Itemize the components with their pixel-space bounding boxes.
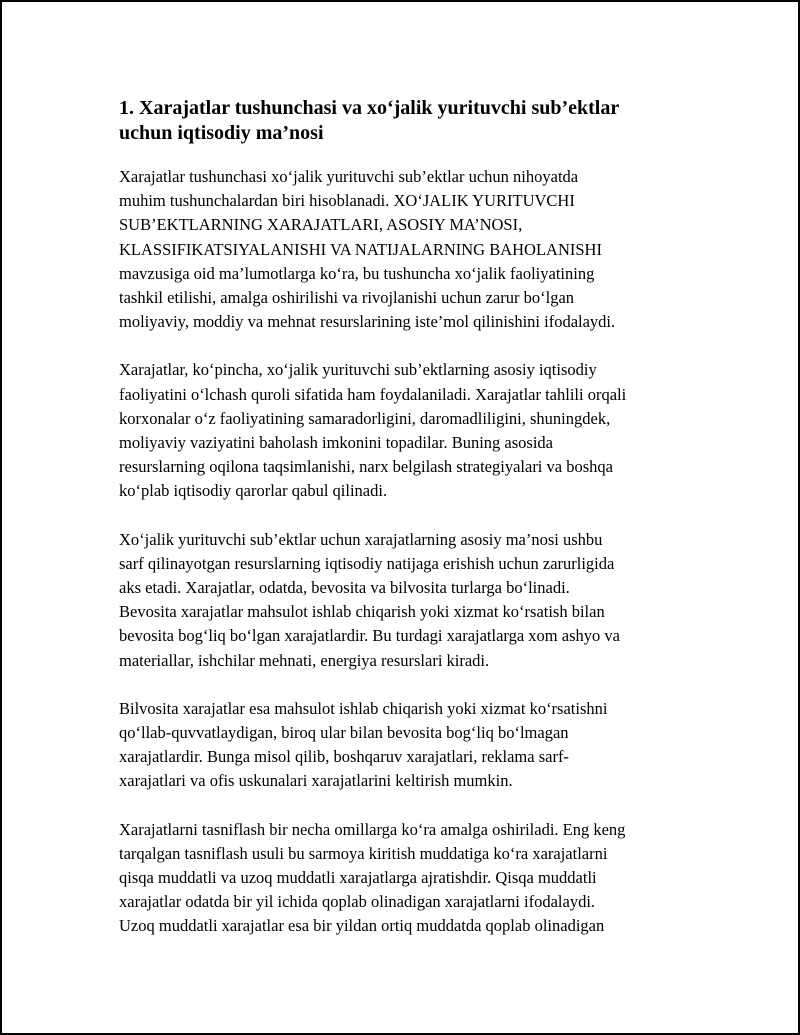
text-line: qisqa muddatli va uzoq muddatli xarajatlarga ajratishdir. Qisqa muddatli <box>119 868 597 888</box>
paragraph-3 <box>119 528 694 673</box>
text-line: Bevosita xarajatlar mahsulot ishlab chiqarish yoki xizmat ko‘rsatish bilan <box>119 602 605 622</box>
paragraph-2 <box>119 358 694 503</box>
text-line: xarajatlardir. Bunga misol qilib, boshqaruv xarajatlari, reklama sarf- <box>119 747 569 767</box>
text-line: Xo‘jalik yurituvchi sub’ektlar uchun xarajatlarning asosiy ma’nosi ushbu <box>119 529 603 549</box>
heading-line: 1. Xarajatlar tushunchasi va xo‘jalik yurituvchi sub’ektlar <box>119 97 620 119</box>
text-line: ko‘plab iqtisodiy qarorlar qabul qilinadi. <box>119 481 388 501</box>
text-line: moliyaviy vaziyatini baholash imkonini topadilar. Buning asosida <box>119 433 553 453</box>
text-line: korxonalar o‘z faoliyatining samaradorligini, daromadliligini, shuningdek, <box>119 408 611 428</box>
section-heading <box>119 96 694 146</box>
text-line: faoliyatini o‘lchash quroli sifatida ham foydalaniladi. Xarajatlar tahlili orqali <box>119 384 627 404</box>
text-line: materiallar, ishchilar mehnati, energiya resurslari kiradi. <box>119 650 490 670</box>
text-line: moliyaviy, moddiy va mehnat resurslarining iste’mol qilinishini ifodalaydi. <box>119 312 616 332</box>
text-line: Uzoq muddatli xarajatlar esa bir yildan ortiq muddatda qoplab olinadigan <box>119 916 605 936</box>
text-line: Xarajatlar tushunchasi xo‘jalik yurituvchi sub’ektlar uchun nihoyatda <box>119 167 579 186</box>
text-line: SUB’EKTLARNING XARAJATLARI, ASOSIY MA’NOSI, <box>119 215 523 235</box>
text-line: Bilvosita xarajatlar esa mahsulot ishlab chiqarish yoki xizmat ko‘rsatishni <box>119 698 608 718</box>
document-content <box>119 96 694 963</box>
text-line: Xarajatlar, ko‘pincha, xo‘jalik yurituvchi sub’ektlarning asosiy iqtisodiy <box>119 360 597 380</box>
text-line: tashkil etilishi, amalga oshirilishi va rivojlanishi uchun zarur bo‘lgan <box>119 288 575 308</box>
text-line: xarajatlari va ofis uskunalari xarajatlarini keltirish mumkin. <box>119 771 513 791</box>
text-line: mavzusiga oid ma’lumotlarga ko‘ra, bu tushuncha xo‘jalik faoliyatining <box>119 263 595 283</box>
text-line: xarajatlar odatda bir yil ichida qoplab olinadigan xarajatlarni ifodalaydi. <box>119 892 596 912</box>
heading-line: uchun iqtisodiy ma’nosi <box>119 122 324 144</box>
text-line: KLASSIFIKATSIYALANISHI VA NATIJALARNING BAHOLANISHI <box>119 239 602 259</box>
text-line: aks etadi. Xarajatlar, odatda, bevosita va bilvosita turlarga bo‘linadi. <box>119 578 570 598</box>
document-body <box>119 165 694 939</box>
paragraph-4 <box>119 697 694 794</box>
text-line: Xarajatlarni tasniflash bir necha omillarga ko‘ra amalga oshiriladi. Eng keng <box>119 819 626 839</box>
text-line: tarqalgan tasniflash usuli bu sarmoya kiritish muddatiga ko‘ra xarajatlarni <box>119 843 608 863</box>
paragraph-5 <box>119 818 694 939</box>
text-line: muhim tushunchalardan biri hisoblanadi. XO‘JALIK YURITUVCHI <box>119 191 575 211</box>
paragraph-1 <box>119 165 694 334</box>
text-line: sarf qilinayotgan resurslarning iqtisodiy natijaga erishish uchun zarurligida <box>119 553 615 573</box>
text-line: resurslarning oqilona taqsimlanishi, narx belgilash strategiyalari va boshqa <box>119 457 613 477</box>
text-line: qo‘llab-quvvatlaydigan, biroq ular bilan bevosita bog‘liq bo‘lmagan <box>119 723 569 743</box>
text-line: bevosita bog‘liq bo‘lgan xarajatlardir. Bu turdagi xarajatlarga xom ashyo va <box>119 626 620 646</box>
